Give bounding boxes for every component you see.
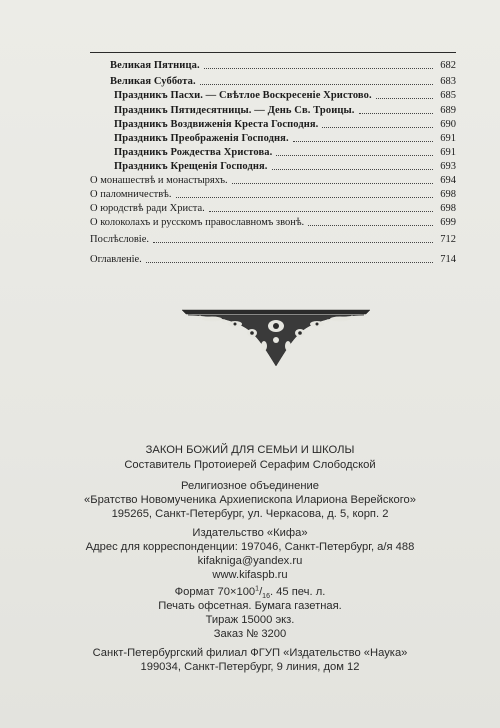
toc-entry — [90, 215, 456, 229]
toc-entry — [110, 74, 456, 88]
toc-entry-page: 683 — [440, 76, 456, 87]
toc-entry — [90, 232, 456, 246]
toc-entry-page: 698 — [440, 189, 456, 200]
toc-leader-dots — [359, 112, 433, 114]
toc-entry-title: Праздникъ Преображенія Господня. — [114, 133, 289, 144]
format-suffix: . 45 печ. л. — [269, 586, 326, 598]
toc-leader-dots — [204, 67, 433, 69]
toc-entry — [114, 88, 456, 102]
toc-entry — [114, 131, 456, 145]
toc-leader-dots — [276, 154, 433, 156]
header-rule — [90, 52, 456, 53]
association-label: Религиозное объединение — [181, 480, 319, 492]
toc-entry-page: 685 — [440, 90, 456, 101]
toc-entry — [110, 58, 456, 72]
book-title: ЗАКОН БОЖИЙ ДЛЯ СЕМЬИ И ШКОЛЫ — [145, 444, 355, 456]
format-numerator: 1 — [255, 585, 260, 593]
toc-entry-title: О юродствѣ ради Христа. — [90, 203, 205, 214]
compiler: Составитель Протоиерей Серафим Слободской — [124, 459, 376, 471]
toc-leader-dots — [153, 241, 433, 243]
order-number: Заказ № 3200 — [213, 628, 287, 640]
toc-entry-page: 689 — [440, 105, 456, 116]
toc-entry-title: Праздникъ Пасхи. — Свѣтлое Воскресеніе Христово. — [114, 90, 372, 101]
toc-entry-title: О колоколахъ и русскомъ православномъ звонѣ. — [90, 217, 305, 228]
toc-leader-dots — [272, 168, 433, 170]
toc-entry-title: Послѣсловіе. — [90, 234, 150, 245]
toc-entry — [90, 187, 456, 201]
printer-address: 199034, Санкт-Петербург, 9 линия, дом 12 — [140, 661, 360, 673]
decorative-headpiece-icon — [180, 306, 372, 368]
association-address: 195265, Санкт-Петербург, ул. Черкасова, д. 5, корп. 2 — [111, 508, 389, 520]
format-denominator: 16 — [262, 593, 270, 601]
toc-leader-dots — [200, 83, 433, 85]
toc-entry-page: 682 — [440, 60, 456, 71]
toc-entry-title: Праздникъ Воздвиженія Креста Господня. — [114, 119, 319, 130]
toc-entry-page: 693 — [440, 161, 456, 172]
toc-leader-dots — [176, 196, 434, 198]
toc-entry — [114, 117, 456, 131]
association-name: «Братство Новомученика Архиепископа Илариона Верейского» — [84, 494, 416, 506]
toc-entry-page: 691 — [440, 133, 456, 144]
format-prefix: Формат 70×100 — [174, 586, 256, 598]
email: kifakniga@yandex.ru — [197, 555, 303, 567]
format — [0, 585, 500, 599]
format-slash: / — [259, 586, 263, 598]
toc-leader-dots — [146, 261, 433, 263]
toc-entry-page: 699 — [440, 217, 456, 228]
toc-leader-dots — [232, 182, 433, 184]
toc-entry-title: Праздникъ Рождества Христова. — [114, 147, 273, 158]
toc-leader-dots — [209, 210, 433, 212]
toc-entry — [114, 103, 456, 117]
print-run: Тираж 15000 экз. — [205, 614, 295, 626]
website: www.kifaspb.ru — [212, 569, 288, 581]
printing: Печать офсетная. Бумага газетная. — [158, 600, 342, 612]
toc-entry-page: 714 — [440, 254, 456, 265]
toc-entry-title: О паломничествѣ. — [90, 189, 172, 200]
toc-entry — [90, 252, 456, 266]
toc-entry-title: Оглавленіе. — [90, 254, 142, 265]
toc-entry-page: 690 — [440, 119, 456, 130]
toc-entry — [90, 173, 456, 187]
toc-entry-title: Великая Суббота. — [110, 76, 196, 87]
toc-entry-title: Великая Пятница. — [110, 60, 200, 71]
toc-leader-dots — [293, 140, 433, 142]
toc-leader-dots — [322, 126, 433, 128]
correspondence-address: Адрес для корреспонденции: 197046, Санкт-Петербург, а/я 488 — [85, 541, 415, 553]
toc-entry-page: 694 — [440, 175, 456, 186]
toc-entry — [114, 159, 456, 173]
toc-entry-title: О монашествѣ и монастыряхъ. — [90, 175, 228, 186]
toc-entry-page: 691 — [440, 147, 456, 158]
toc-entry-title: Праздникъ Пятидесятницы. — День Св. Троицы. — [114, 105, 355, 116]
toc-entry — [114, 145, 456, 159]
toc-entry-title: Праздникъ Крещенія Господня. — [114, 161, 268, 172]
toc-entry — [90, 201, 456, 215]
toc-entry-page: 698 — [440, 203, 456, 214]
toc-leader-dots — [376, 97, 433, 99]
toc-entry-page: 712 — [440, 234, 456, 245]
publisher: Издательство «Кифа» — [192, 527, 308, 539]
printer-name: Санкт-Петербургский филиал ФГУП «Издательство «Наука» — [92, 647, 408, 659]
toc-leader-dots — [308, 224, 433, 226]
